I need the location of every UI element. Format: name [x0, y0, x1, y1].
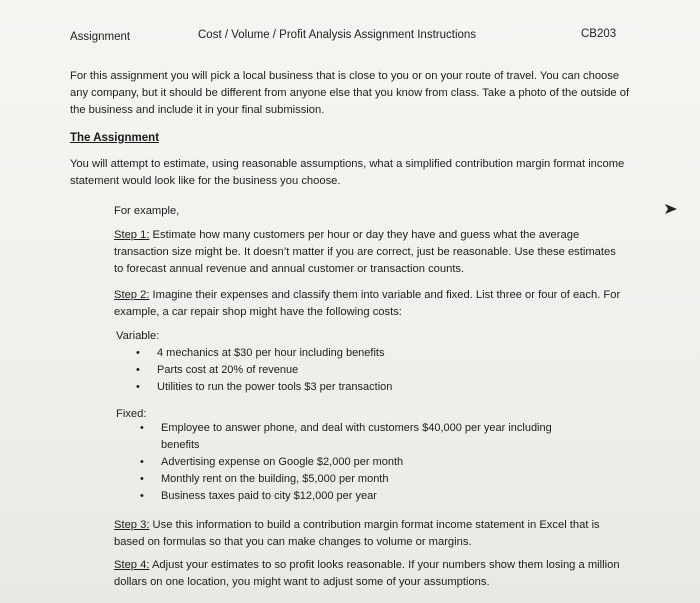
list-item-text: Utilities to run the power tools $3 per transaction — [157, 381, 393, 393]
step-2 — [114, 287, 624, 321]
bullet-icon: • — [140, 473, 144, 485]
list-item — [140, 488, 591, 505]
assignment-heading: The Assignment — [70, 132, 160, 144]
step-1-label: Step 1: — [114, 229, 150, 241]
assignment-paragraph: You will attempt to estimate, using reasonable assumptions, what a simplified contribution margin format income statement would look like for the business you choose. — [70, 158, 625, 187]
bullet-icon: • — [140, 456, 144, 468]
list-item — [140, 471, 591, 488]
bullet-icon: • — [136, 381, 140, 393]
mouse-pointer-icon — [664, 203, 678, 215]
fixed-costs-list — [140, 420, 591, 505]
course-code: CB203 — [581, 28, 617, 40]
step-1-text: Estimate how many customers per hour or day they have and guess what the average transaction size might be. It doesn’t matter if you are correct, just be reasonable. Use these estimates to forecast annual revenue and annual customer or transaction counts. — [114, 229, 616, 275]
step-4-text: Adjust your estimates to so profit looks reasonable. If your numbers show them losing a million dollars on one location, you might want to adjust some of your assumptions. — [114, 559, 620, 588]
bullet-icon: • — [136, 347, 140, 359]
list-item — [140, 454, 591, 471]
list-item-text: Monthly rent on the building, $5,000 per month — [161, 473, 389, 485]
variable-costs-list — [136, 345, 577, 396]
step-3 — [114, 517, 624, 551]
step-3-text: Use this information to build a contribution margin format income statement in Excel that is based on formulas so that you can make changes to volume or margins. — [114, 519, 600, 548]
bullet-icon: • — [136, 364, 140, 376]
header-assignment-label: Assignment — [70, 31, 131, 43]
step-4 — [114, 557, 624, 591]
list-item — [136, 345, 577, 362]
bullet-icon: • — [140, 422, 144, 434]
list-item-text: Employee to answer phone, and deal with customers $40,000 per year including benefits — [161, 422, 552, 451]
list-item-text: Parts cost at 20% of revenue — [157, 364, 299, 376]
step-2-text: Imagine their expenses and classify them into variable and fixed. List three or four of each. For example, a car repair shop might have the following costs: — [114, 289, 621, 318]
example-lead: For example, — [114, 205, 180, 217]
document-title: Cost / Volume / Profit Analysis Assignment Instructions — [198, 29, 477, 41]
list-item-text: Advertising expense on Google $2,000 per month — [161, 456, 404, 468]
list-item — [140, 420, 586, 454]
bullet-icon: • — [140, 490, 144, 502]
step-1 — [114, 227, 624, 278]
intro-paragraph: For this assignment you will pick a local business that is close to you or on your route of travel. You can choose any company, but it should be different from anyone else that you know from class. Take a photo of the outside of the business and include it in your final submission. — [70, 70, 630, 116]
step-4-label: Step 4: — [114, 559, 150, 571]
step-3-label: Step 3: — [114, 519, 150, 531]
step-2-label: Step 2: — [114, 289, 150, 301]
list-item-text: Business taxes paid to city $12,000 per year — [161, 490, 377, 502]
list-item — [136, 362, 577, 379]
list-item — [136, 379, 577, 396]
variable-costs-label: Variable: — [116, 330, 160, 342]
fixed-costs-label: Fixed: — [116, 408, 147, 420]
list-item-text: 4 mechanics at $30 per hour including benefits — [157, 347, 385, 359]
